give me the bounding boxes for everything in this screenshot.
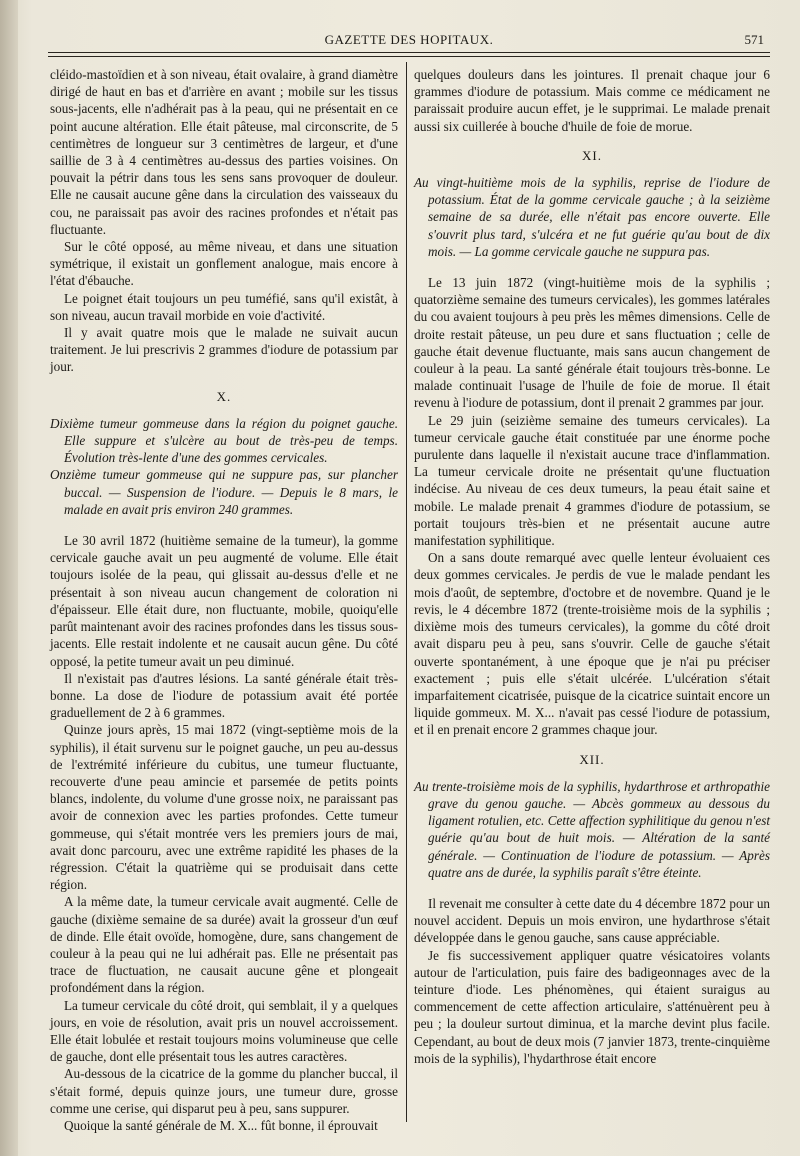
paragraph: Sur le côté opposé, au même niveau, et dans une situation symétrique, il existait un gonflement analogue, mais encore à l'état d'ébauche. bbox=[50, 239, 398, 289]
section-summary bbox=[414, 174, 770, 260]
page-spine-shadow bbox=[0, 0, 18, 1156]
page-number: 571 bbox=[744, 32, 764, 47]
summary-line: Dixième tumeur gommeuse dans la région du poignet gauche. Elle suppure et s'ulcère au bout de très-peu de temps. Évolution très-lente d'une des gommes cervicales. bbox=[50, 415, 398, 466]
right-column bbox=[414, 66, 770, 1067]
section-heading: XII. bbox=[579, 751, 605, 767]
journal-title: GAZETTE DES HOPITAUX. bbox=[324, 32, 494, 47]
left-column bbox=[50, 66, 398, 1134]
summary-line: Au trente-troisième mois de la syphilis, hydarthrose et arthropathie grave du genou gauche. — Abcès gommeux au dessous du ligament rotulien, etc. Cette affection syphilitique du genou n'est guérie qu'au bout de huit mois. — Altération de la santé générale. — Continuation de l'iodure de potassium. — Après quatre ans de durée, la syphilis paraît s'être éteinte. bbox=[414, 778, 770, 880]
header-rule-thick bbox=[48, 52, 770, 53]
section-heading: XI. bbox=[582, 147, 602, 163]
paragraph: Au-dessous de la cicatrice de la gomme du plancher buccal, il s'était formé, depuis quinze jours, une tumeur dure, grosse comme une cerise, qui disparut peu à peu, sans suppurer. bbox=[50, 1066, 398, 1116]
header-rule-thin bbox=[48, 56, 770, 57]
paragraph: On a sans doute remarqué avec quelle lenteur évoluaient ces deux gommes cervicales. Je perdis de vue le malade pendant les mois d'août, de septembre, d'octobre et de novembre. Quand je le revis, le 4 décembre 1872 (trente-troisième mois de la syphilis ; dixième mois des tumeurs cervicales), la gomme du côté droit avait disparu peu à peu, sans s'ouvrir. Celle de gauche s'était ouverte spontanément, à une époque que je n'ai pu préciser exactement ; puis elle s'était ulcérée. L'ulcération s'était imparfaitement cicatrisée, puisque de la cicatrice suintait encore un liquide gommeux. M. X... n'avait pas cessé l'iodure de potassium, et il en prenait encore 2 grammes chaque jour. bbox=[414, 550, 770, 738]
page-header bbox=[48, 30, 770, 52]
paragraph: A la même date, la tumeur cervicale avait augmenté. Celle de gauche (dixième semaine de sa durée) avait la grosseur d'un œuf de dinde. Elle était ovoïde, homogène, dure, sans changement de couleur à la peau qui ne lui adhérait pas. Elle ne présentait pas trace de fluctuation, ne causait aucune gêne et plongeait profondément dans la région. bbox=[50, 894, 398, 996]
paragraph: La tumeur cervicale du côté droit, qui semblait, il y a quelques jours, en voie de résolution, avait pris un nouvel accroissement. Elle était lobulée et restait toujours moins volumineuse que celle de gauche, dont elle présentait tous les autres caractères. bbox=[50, 997, 398, 1065]
paragraph: Quoique la santé générale de M. X... fût bonne, il éprouvait bbox=[64, 1117, 378, 1133]
paragraph: Le 30 avril 1872 (huitième semaine de la tumeur), la gomme cervicale gauche avait un peu augmenté de volume. Elle était toujours isolée de la peau, qui glissait au-dessus d'elle et ne présentait à son niveau aucun changement de coloration ni d'épaisseur. Elle était dure, non fluctuante, mobile, quoiqu'elle parût maintenant avoir des racines profondes dans les tissus sous-jacents. Elle restait indolente et ne causait aucun gêne. Du côté opposé, la petite tumeur avait un peu diminué. bbox=[50, 533, 398, 669]
column-divider bbox=[406, 62, 407, 1122]
section-summary bbox=[414, 778, 770, 881]
section-summary bbox=[50, 415, 398, 518]
paragraph: Il n'existait pas d'autres lésions. La santé générale était très-bonne. La dose de l'iodure de potassium avait été portée graduellement de 2 à 6 grammes. bbox=[50, 670, 398, 721]
paragraph: Je fis successivement appliquer quatre vésicatoires volants autour de l'articulation, puis faire des badigeonnages avec de la teinture d'iode. Les phénomènes, qui étaient suraigus au commencement de cette affection articulaire, s'atténuèrent peu à peu ; la douleur surtout diminua, et la marche devint plus facile. Cependant, au bout de deux mois (7 janvier 1873, trente-cinquième mois de la syphilis), l'hydarthrose était encore bbox=[414, 947, 770, 1066]
summary-line: Au vingt-huitième mois de la syphilis, reprise de l'iodure de potassium. État de la gomme cervicale gauche ; à la seizième semaine de sa durée, elle n'était pas encore ouverte. Elle s'ouvrit plus tard, s'ulcéra et ne fut guérie qu'au bout de dix mois. — La gomme cervicale gauche ne suppura pas. bbox=[414, 175, 770, 259]
summary-line: Onzième tumeur gommeuse qui ne suppure pas, sur plancher buccal. — Suspension de l'iodure. — Depuis le 8 mars, le malade en avait pris environ 240 grammes. bbox=[50, 467, 398, 517]
paragraph: Il revenait me consulter à cette date du 4 décembre 1872 pour un nouvel accident. Depuis un mois environ, une hydarthrose s'était développée dans le genou gauche, sans cause appréciable. bbox=[414, 895, 771, 946]
paragraph: Le 29 juin (seizième semaine des tumeurs cervicales). La tumeur cervicale gauche était constituée par une énorme poche purulente dans laquelle il n'existait aucune trace d'inflammation. La tumeur cervicale droite ne présentait qu'une fluctuation indécise. Au niveau de ces deux tumeurs, la peau était saine et mobile. Le malade prenait 4 grammes d'iodure de potassium, se portait toujours très-bien et ne présentait aucune autre manifestation syphilitique. bbox=[414, 412, 770, 549]
paragraph: cléido-mastoïdien et à son niveau, était ovalaire, à grand diamètre dirigé de haut en bas et d'arrière en avant ; mobile sur les tissus sous-jacents, elle n'adhérait pas à la peau, qui ne présentait en ce point aucune altération. Elle était pâteuse, mal circonscrite, de 5 centimètres de longueur sur 3 centimètres de largeur, et d'une saillie de 3 à 4 centimètres au-dessus des parties voisines. On pouvait la pétrir dans tous les sens sans provoquer de douleur. Elle ne causait aucune gêne dans la circulation des vaisseaux du cou, ne paraissait pas avoir des racines profondes et n'était pas fluctuante. bbox=[50, 67, 398, 237]
paragraph: Le 13 juin 1872 (vingt-huitième mois de la syphilis ; quatorzième semaine des tumeurs cervicales), les gommes latérales du cou avaient toujours à peu près les mêmes dimensions. Celle de droite restait pâteuse, un peu dure et sans fluctuation ; celle de gauche était devenue fluctuante, mais sans aucun changement de couleur à la peau. La santé générale était toujours très-bonne. Le malade continuait l'usage de l'huile de foie de morue. Il était revenu à l'iodure de potassium, dont il prenait 2 grammes par jour. bbox=[414, 275, 770, 411]
paragraph: Le poignet était toujours un peu tuméfié, sans qu'il existât, à son niveau, aucun travail morbide en voie d'activité. bbox=[50, 290, 398, 323]
section-heading: X. bbox=[216, 388, 232, 404]
paragraph: Quinze jours après, 15 mai 1872 (vingt-septième mois de la syphilis), il était survenu sur le poignet gauche, un peu au-dessus de l'extrémité inférieure du cubitus, une tumeur fluctuante, recouverte d'une peau amincie et parsemée de petits points blancs, indolente, du volume d'une grosse noix, ne paraissant pas avoir de connexion avec les parties profondes. Cette tumeur gommeuse, qui s'était montrée vers les premiers jours de mai, avait donc parcouru, avec une extrême rapidité les phases de la régression. C'était la quatrième qui se produisait dans cette région. bbox=[50, 722, 398, 893]
paragraph: Il y avait quatre mois que le malade ne suivait aucun traitement. Je lui prescrivis 2 grammes d'iodure de potassium par jour. bbox=[50, 325, 398, 375]
paragraph: quelques douleurs dans les jointures. Il prenait chaque jour 6 grammes d'iodure de potassium. Mais comme ce médicament ne paraissait produire aucun effet, je le supprimai. Le malade prenait aussi six cuillerée à bouche d'huile de foie de morue. bbox=[414, 67, 770, 134]
